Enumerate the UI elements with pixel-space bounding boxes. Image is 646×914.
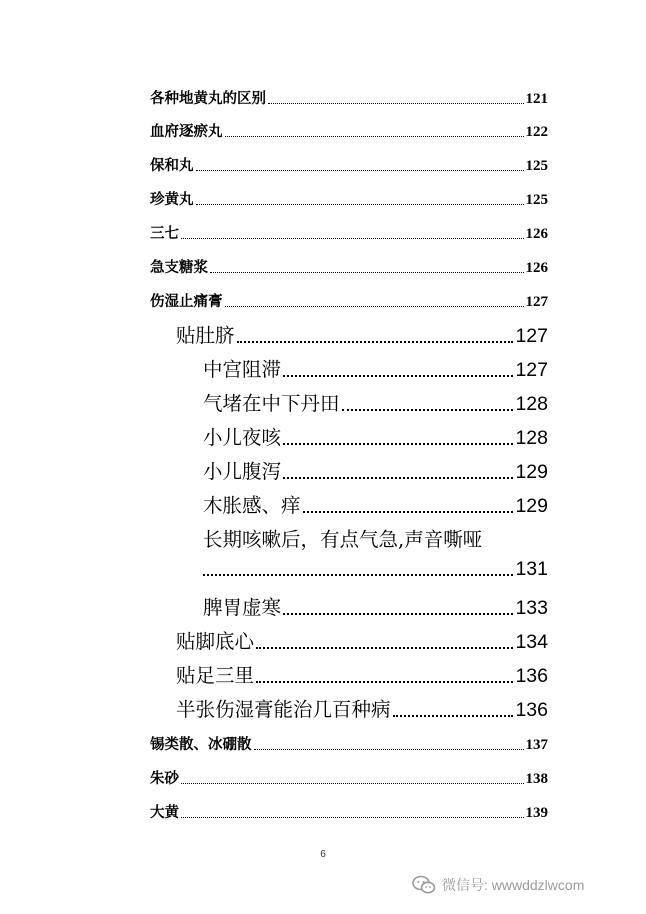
- toc-title: 大黄: [150, 804, 179, 821]
- toc-page-number: 129: [515, 461, 548, 483]
- toc-page-number: 128: [515, 427, 548, 449]
- dot-leader: [181, 817, 524, 818]
- toc-page-number: 125: [525, 192, 548, 208]
- page-number: 6: [320, 849, 326, 860]
- toc-title: 小儿夜咳: [203, 426, 282, 449]
- toc-page-number: 139: [525, 805, 548, 821]
- dot-leader: [283, 477, 513, 479]
- dot-leader: [342, 409, 514, 411]
- dot-leader: [225, 306, 524, 307]
- toc-entry[interactable]: [0, 767, 646, 787]
- toc-title: 半张伤湿膏能治几百种病: [176, 698, 391, 721]
- toc-title: 贴足三里: [176, 664, 255, 687]
- toc-title: 各种地黄丸的区别: [150, 90, 266, 107]
- toc-entry[interactable]: [0, 188, 646, 208]
- toc-title: 急支糖浆: [150, 259, 208, 276]
- toc-page-number: 127: [525, 294, 548, 310]
- dot-leader: [268, 103, 524, 104]
- toc-title: 珍黄丸: [150, 191, 194, 208]
- watermark-text: 微信号: wwwddzlwcom: [442, 877, 585, 893]
- dot-leader: [196, 204, 524, 205]
- toc-page-number: 136: [515, 699, 548, 721]
- dot-leader: [283, 375, 513, 377]
- toc-page-number: 121: [525, 91, 548, 107]
- toc-page-number: 133: [515, 597, 548, 619]
- toc-title: 锡类散、冰硼散: [150, 736, 252, 753]
- toc-entry[interactable]: [0, 256, 646, 276]
- toc-page-number: 126: [525, 226, 548, 242]
- dot-leader: [181, 783, 524, 784]
- toc-entry[interactable]: [0, 120, 646, 140]
- toc-entry[interactable]: [0, 290, 646, 310]
- toc-page-number: 128: [515, 393, 548, 415]
- toc-title: 气堵在中下丹田: [203, 392, 340, 415]
- toc-page-number: 134: [515, 631, 548, 653]
- toc-page-number: 126: [525, 260, 548, 276]
- toc-entry[interactable]: [0, 154, 646, 174]
- dot-leader: [181, 238, 524, 239]
- toc-title: 贴脚底心: [176, 630, 255, 653]
- toc-entry[interactable]: [0, 801, 646, 821]
- toc-page-number: 129: [515, 495, 548, 517]
- dot-leader: [225, 136, 524, 137]
- toc-title: 血府逐瘀丸: [150, 123, 223, 140]
- dot-leader: [283, 613, 513, 615]
- toc-page-number: 127: [515, 359, 548, 381]
- toc-title: 木胀感、痒: [203, 494, 301, 517]
- dot-leader: [283, 443, 513, 445]
- toc-page-number: 138: [525, 771, 548, 787]
- toc-title: 小儿腹泻: [203, 460, 282, 483]
- toc-page-number: 136: [515, 665, 548, 687]
- toc-page-number: 131: [515, 558, 548, 580]
- dot-leader: [196, 170, 524, 171]
- watermark: [412, 874, 584, 896]
- toc-title: 朱砂: [150, 770, 179, 787]
- toc-page-number: 122: [525, 124, 548, 140]
- toc-title: 中宫阻滞: [203, 358, 282, 381]
- dot-leader: [237, 341, 514, 343]
- toc-page-number: 125: [525, 158, 548, 174]
- toc-title: 贴肚脐: [176, 324, 235, 347]
- toc-entry[interactable]: [0, 87, 646, 107]
- wechat-icon: [412, 875, 436, 895]
- toc-title: 长期咳嗽后，有点气急,声音嘶哑: [203, 528, 483, 551]
- dot-leader: [256, 647, 513, 649]
- dot-leader: [210, 272, 524, 273]
- toc-entry[interactable]: [0, 733, 646, 753]
- toc-page-number: 137: [525, 737, 548, 753]
- dot-leader: [256, 681, 513, 683]
- dot-leader: [303, 511, 514, 513]
- dot-leader: [203, 574, 513, 576]
- dot-leader: [254, 749, 524, 750]
- toc-entry[interactable]: [0, 222, 646, 242]
- dot-leader: [393, 715, 514, 717]
- toc-title: 脾胃虚寒: [203, 596, 282, 619]
- toc-title: 三七: [150, 225, 179, 242]
- toc-page-number: 127: [515, 325, 548, 347]
- toc-title: 伤湿止痛膏: [150, 293, 223, 310]
- toc-title: 保和丸: [150, 157, 194, 174]
